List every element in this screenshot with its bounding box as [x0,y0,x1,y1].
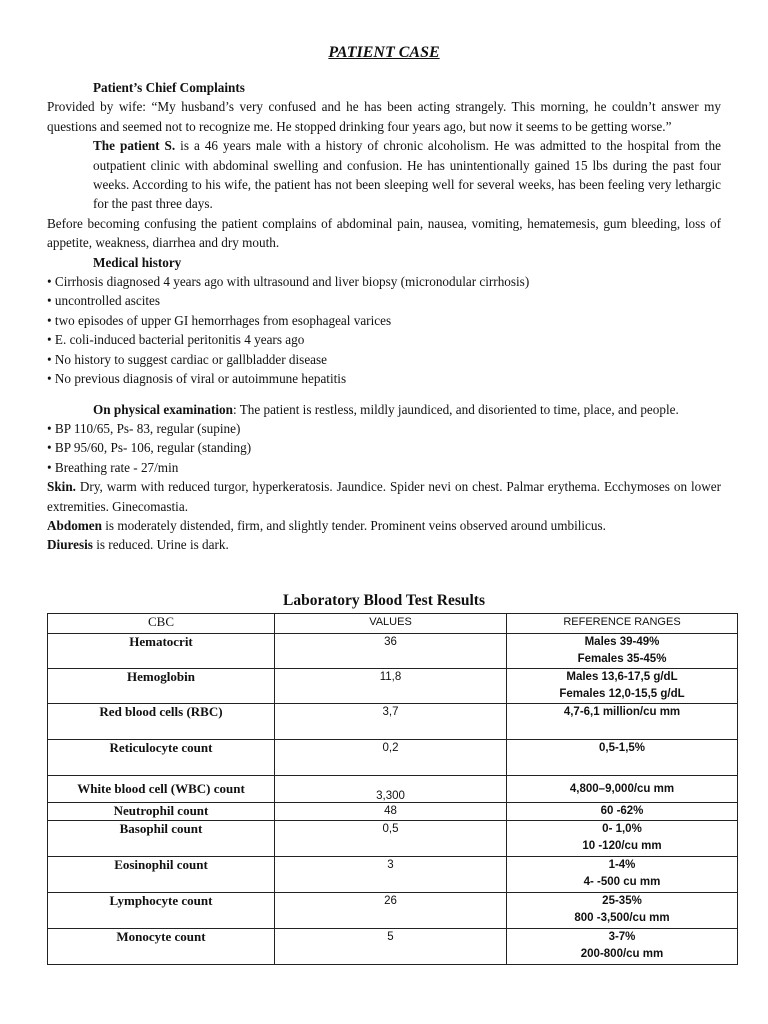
exam-text: : The patient is restless, mildly jaundiced, and disoriented to time, place, and people. [232,401,679,417]
header-values: VALUES [275,614,507,634]
table-row [48,776,738,803]
abdomen-text: is moderately distended, firm, and slightly tender. Prominent veins observed around umbilicus. [101,517,606,533]
reference-line: 1-4% [608,859,636,871]
medical-history-heading: Medical history [93,254,182,270]
reference-line: 800 -3,500/cu mm [574,912,670,924]
table-row [48,704,738,740]
reference-line: 4- -500 cu mm [583,876,661,888]
complaints-text: Provided by wife: “My husband’s very confused and he has been acting strangely. This morning, he couldn’t answer my questions and seemed not to recognize me. He stopped drinking four years ago, but now it seems to be getting worse.” [47,99,721,134]
diuresis-text: is reduced. Urine is dark. [92,537,229,553]
table-row [48,893,738,929]
spacer [47,389,721,400]
test-value: 0,5 [275,821,507,857]
history-item: • No previous diagnosis of viral or autoimmune hepatitis [47,371,347,387]
table-header-row [48,614,738,634]
reference-line: 25-35% [602,895,642,907]
patient-symptoms: Before becoming confusing the patient complains of abdominal pain, nausea, vomiting, hematemesis, gum bleeding, loss of appetite, weakness, diarrhea and dry mouth. [47,215,721,251]
test-value: 0,2 [275,740,507,776]
header-cbc: CBC [48,614,275,634]
reference-line: Females 35-45% [577,653,667,665]
test-name: Hematocrit [48,634,275,669]
skin-paragraph [47,477,721,516]
test-reference [507,929,738,965]
reference-line: 3-7% [608,931,636,943]
test-value: 26 [275,893,507,929]
page-title: PATIENT CASE [328,44,440,61]
table-row [48,669,738,704]
test-name: Basophil count [48,821,275,857]
test-name: Hemoglobin [48,669,275,704]
table-row [48,929,738,965]
test-reference [507,669,738,704]
test-name: Lymphocyte count [48,893,275,929]
test-reference: 0,5-1,5% [507,740,738,776]
test-reference [507,821,738,857]
history-item: • two episodes of upper GI hemorrhages from esophageal varices [47,312,392,328]
reference-line: Males 39-49% [584,636,660,648]
reference-line: Males 13,6-17,5 g/dL [566,671,678,683]
table-row [48,857,738,893]
lab-results-title: Laboratory Blood Test Results [283,592,485,609]
diuresis-paragraph [47,535,721,554]
reference-line: Females 12,0-15,5 g/dL [559,688,685,700]
abdomen-label: Abdomen [47,517,102,533]
table-row [48,740,738,776]
table-row [48,634,738,669]
exam-item: • Breathing rate - 27/min [47,459,179,475]
reference-line: 0- 1,0% [602,823,642,835]
test-name: White blood cell (WBC) count [48,776,275,803]
header-reference-ranges: REFERENCE RANGES [507,614,738,634]
test-reference [507,893,738,929]
test-name: Neutrophil count [48,803,275,821]
test-value: 48 [275,803,507,821]
patient-lead: The patient S. [93,138,176,154]
reference-line: 200-800/cu mm [580,948,664,960]
reference-line: 10 -120/cu mm [582,840,662,852]
lab-results-table [47,613,738,965]
test-reference: 60 -62% [507,803,738,821]
test-reference [507,857,738,893]
complaints-heading: Patient’s Chief Complaints [93,80,245,95]
patient-text: is a 46 years male with a history of chronic alcoholism. He was admitted to the hospital from the outpatient clinic with abdominal swelling and confusion. He has unintentionally gained 15 lbs during the past four weeks. According to his wife, the patient has not been sleeping well for several weeks, has been feeling very lethargic for the past three days. [93,138,721,212]
history-item: • E. coli-induced bacterial peritonitis 4 years ago [47,332,305,348]
test-reference: 4,800–9,000/cu mm [507,776,738,803]
exam-paragraph [47,400,721,419]
skin-text: Dry, warm with reduced turgor, hyperkeratosis. Jaundice. Spider nevi on chest. Palmar erythema. Ecchymoses on lower extremities. Ginecomastia. [47,479,721,514]
test-name: Eosinophil count [48,857,275,893]
history-item: • uncontrolled ascites [47,293,161,309]
test-name: Red blood cells (RBC) [48,704,275,740]
table-row [48,803,738,821]
exam-item: • BP 95/60, Ps- 106, regular (standing) [47,440,252,456]
skin-label: Skin. [47,479,76,495]
test-reference [507,634,738,669]
history-item: • Cirrhosis diagnosed 4 years ago with ultrasound and liver biopsy (micronodular cirrhosis) [47,274,530,290]
case-body [47,78,721,555]
test-name: Reticulocyte count [48,740,275,776]
abdomen-paragraph [47,516,721,535]
test-value: 36 [275,634,507,669]
patient-paragraph [47,136,721,214]
test-reference: 4,7-6,1 million/cu mm [507,704,738,740]
exam-item: • BP 110/65, Ps- 83, regular (supine) [47,420,241,436]
table-row [48,821,738,857]
test-value: 5 [275,929,507,965]
test-value: 3,300 [275,776,507,803]
test-value: 3 [275,857,507,893]
history-item: • No history to suggest cardiac or gallbladder disease [47,351,328,367]
test-value: 11,8 [275,669,507,704]
test-value: 3,7 [275,704,507,740]
test-name: Monocyte count [48,929,275,965]
diuresis-label: Diuresis [47,537,93,553]
exam-lead: On physical examination [93,401,233,417]
